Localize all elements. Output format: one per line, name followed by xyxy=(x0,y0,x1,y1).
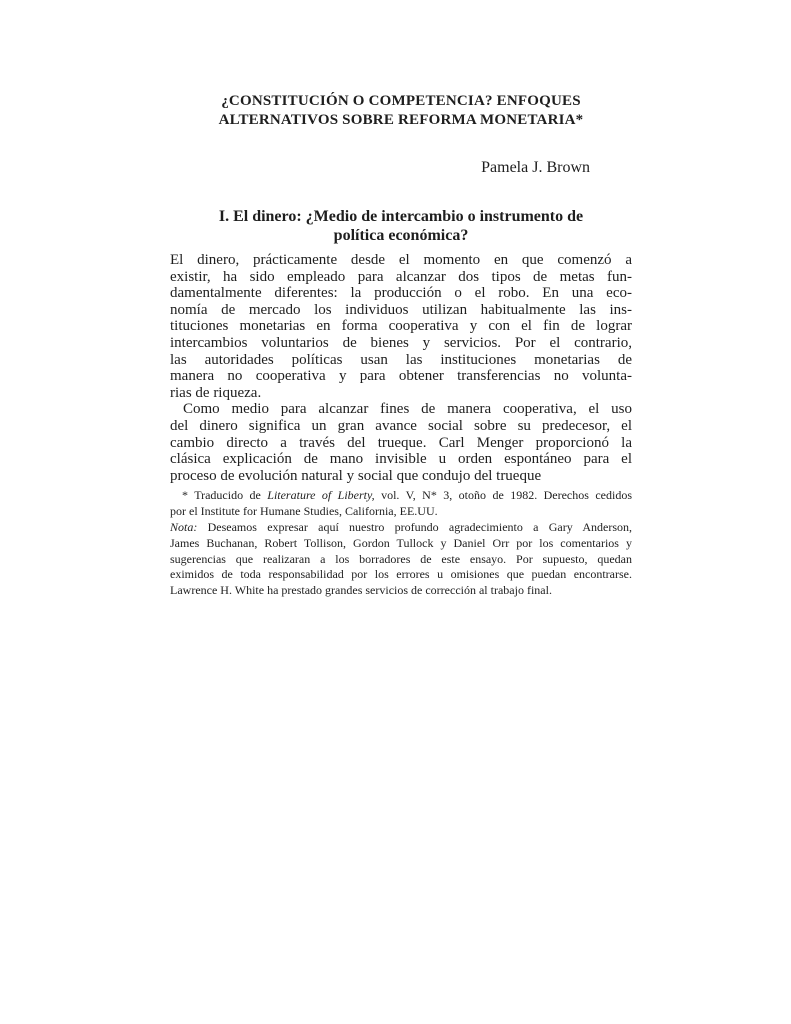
text-line: existir, ha sido empleado para alcanzar dos tipos de metas fun- xyxy=(170,268,632,285)
article-title-line2: ALTERNATIVOS SOBRE REFORMA MONETARIA* xyxy=(218,111,584,128)
footnotes xyxy=(170,488,632,599)
text-line: Como medio para alcanzar fines de manera cooperativa, el uso xyxy=(183,401,632,418)
text-line: El dinero, prácticamente desde el momento en que comenzó a xyxy=(170,252,632,268)
text-line: Lawrence H. White ha prestado grandes servicios de corrección al trabajo final. xyxy=(170,583,552,598)
text-column xyxy=(170,0,632,599)
footnote-translation xyxy=(170,488,632,520)
paragraph-1 xyxy=(170,252,632,401)
footnote-acknowledgement xyxy=(170,520,632,599)
text-line: rias de riqueza. xyxy=(170,384,262,401)
text-line: manera no cooperativa y para obtener transferencias no volunta- xyxy=(170,368,632,385)
text-line: sugerencias que realizaran a los borradores de este ensayo. Por supuesto, quedan xyxy=(170,551,632,566)
section-heading-line2: política económica? xyxy=(333,227,469,244)
text-line: intercambios voluntarios de bienes y servicios. Por el contrario, xyxy=(170,334,632,351)
text-line: del dinero significa un gran avance social sobre su predecesor, el xyxy=(170,417,632,434)
section-heading xyxy=(170,207,632,245)
text-line: damentalmente diferentes: la producción o el robo. En una eco- xyxy=(170,285,632,302)
text-line: James Buchanan, Robert Tollison, Gordon Tullock y Daniel Orr por los comentarios y xyxy=(170,535,632,550)
text-line: cambio directo a través del trueque. Carl Menger proporcionó la xyxy=(170,434,632,451)
author-name: Pamela J. Brown xyxy=(481,159,590,176)
paragraph-2 xyxy=(170,401,632,484)
text-line: clásica explicación de mano invisible u orden espontáneo para el xyxy=(170,451,632,468)
article-title-line1: ¿CONSTITUCIÓN O COMPETENCIA? ENFOQUES xyxy=(221,93,581,109)
text-line: las autoridades políticas usan las instituciones monetarias de xyxy=(170,351,632,368)
text-line: por el Institute for Humane Studies, California, EE.UU. xyxy=(170,504,438,519)
article-title xyxy=(170,92,632,129)
text-line: * Traducido de Literature of Liberty, vol. V, N* 3, otoño de 1982. Derechos cedidos xyxy=(182,488,632,503)
text-line: tituciones monetarias en forma cooperativa y con el fin de lograr xyxy=(170,318,632,335)
text-line: proceso de evolución natural y social que condujo del trueque xyxy=(170,467,542,484)
text-line: Nota: Deseamos expresar aquí nuestro profundo agradecimiento a Gary Anderson, xyxy=(170,519,632,534)
body-text xyxy=(170,252,632,484)
section-heading-line1: I. El dinero: ¿Medio de intercambio o instrumento de xyxy=(218,208,584,225)
text-line: eximidos de toda responsabilidad por los errores u omisiones que puedan encontrarse. xyxy=(170,567,632,582)
text-line: nomía de mercado los individuos utilizan habitualmente las ins- xyxy=(170,301,632,318)
